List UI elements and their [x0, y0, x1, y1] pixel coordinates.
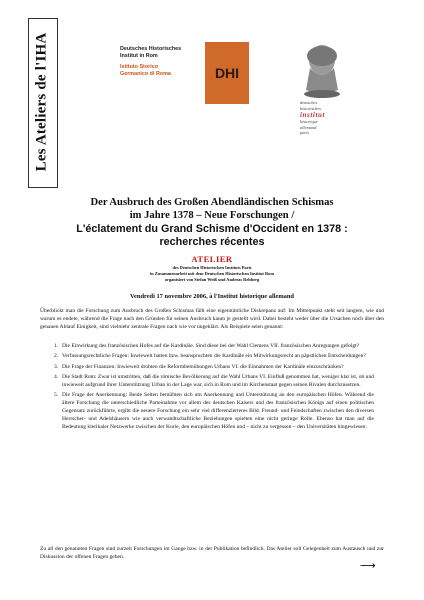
organizer-line-1: des Deutschen Historischen Instituts Paris [172, 265, 252, 270]
title-line-2: im Jahre 1378 – Neue Forschungen / [129, 210, 295, 222]
item-number: 2. [54, 353, 59, 360]
inst-line-1: deutsches [300, 100, 318, 105]
organizer-line-3: organisiert von Stefan Weiß und Andreas Rehberg [164, 277, 260, 283]
dhi-logo: DHI [205, 42, 249, 104]
title-line-1: Der Ausbruch des Großen Abendländischen Schismas [90, 197, 334, 208]
bust-logo-icon [292, 38, 352, 98]
question-list [54, 343, 374, 434]
item-text: Die Einwirkung des französischen Hofes auf die Kardinäle. Sind diese bei der Wahl Clemens VII. französischen Anregungen gefolgt? [62, 343, 360, 349]
event-date: Vendredi 17 novembre 2006, à l'Institut historique allemand [130, 293, 294, 300]
item-text: Die Frage der Finanzen: Inwieweit drohten die Reformbemühungen Urbans VI. die Einnahmen der Kardinäle einzuschränken? [62, 363, 344, 370]
dhi-de-line-1: Deutsches Historisches [120, 46, 182, 52]
item-number: 3. [54, 363, 59, 370]
inst-line-3: institut [300, 111, 326, 120]
item-text: Die Stadt Rom: Zwar ist umstritten, daß die römische Bevölkerung auf die Wahl Urbans VI. Einfluß genommen hat, weniger klar ist, ob und inwieweit aufgrund ihrer Unterstützung Urban in der Lage war, sich in Rom und im Kirchenstaat gegen seinen Rivalen durchzusetzen. [62, 374, 374, 388]
title-line-3: L'éclatement du Grand Schisme d'Occident en 1378 : [76, 222, 348, 235]
dhi-it-line-2: Germanico di Roma [120, 70, 171, 77]
dhi-paris-name [300, 100, 390, 136]
inst-line-2: historisches [300, 105, 321, 111]
next-page-arrow-icon: ⟶ [360, 559, 376, 572]
list-item [54, 364, 374, 372]
title-line-4: recherches récentes [159, 236, 265, 249]
item-number: 1. [54, 343, 59, 349]
organizer-line-2: in Zusammenarbeit mit dem Deutschen Historischen Institut Rom [149, 271, 275, 277]
list-item [54, 343, 374, 351]
item-number: 4. [54, 374, 59, 381]
organizers [40, 265, 384, 284]
dhi-rome-name [120, 46, 212, 77]
closing-paragraph: Zu all den genannten Fragen sind zurzeit Forschungen im Gange bzw. in der Publikation befindlich. Das Atelier soll Gelegenheit zum Austausch und zur Diskussion der offenen Fragen geben. [40, 546, 384, 560]
inst-line-6: paris [300, 130, 310, 136]
dhi-it-line-1: Istituto Storico [120, 64, 159, 71]
item-number: 5. [54, 392, 59, 399]
intro-text: Überblickt man die Forschung zum Ausbruch des Großen Schismas fällt eine eigentümliche Diskrepanz auf: Im Mittelpunkt steht seit langem, wie und warum es endete, während die Frage nach den Gründen für seinen Ausbruch kaum je gestellt wird. Dabei besteht weder über die Ursachen noch über den genauen Ablauf Einigkeit, sind vielmehr zentrale Fragen nach wie vor ungeklärt. Als Beispiele seien genannt: [40, 308, 384, 330]
item-text: Verfassungsrechtliche Fragen: Inwieweit hatten bzw. beanspruchten die Kardinäle ein Mitwirkungsrecht an päpstlichen Entscheidungen? [62, 353, 366, 360]
series-title: Les Ateliers de l'IHA [33, 32, 50, 172]
page-title [40, 196, 384, 250]
list-item [54, 353, 374, 361]
inst-line-5: allemand [300, 124, 317, 130]
dhi-de-line-2: Institut in Rom [120, 52, 158, 59]
atelier-heading: ATELIER [191, 254, 233, 264]
list-item [54, 374, 374, 390]
item-text: Die Frage der Anerkennung: Beide Seiten bemühten sich um Anerkennung und Unterstützung an den europäischen Höfen. Während die ältere Forschung die unterschiedliche Parteinahme vor allem des deutschen Kaisers und des französischen Königs auf einen politischen Gegensatz zurückführte, ergibt die neuere Forschung ein sehr viel differenzierteres Bild. Freund- und Feindschaften zwischen den diversen Herrscher- und Adelshäusern wie auch verwandtschaftliche Beziehungen spielten eine nicht geringe Rolle. Ebenso hat man auf die Bedeutung klerikaler Netzwerke zwischen der Kurie, den europäischen Höfen und – nicht zu vergessen – den Universitäten hingewiesen. [62, 392, 374, 430]
intro-paragraph [40, 308, 384, 331]
inst-line-4: historique [300, 119, 318, 125]
list-item [54, 392, 374, 431]
